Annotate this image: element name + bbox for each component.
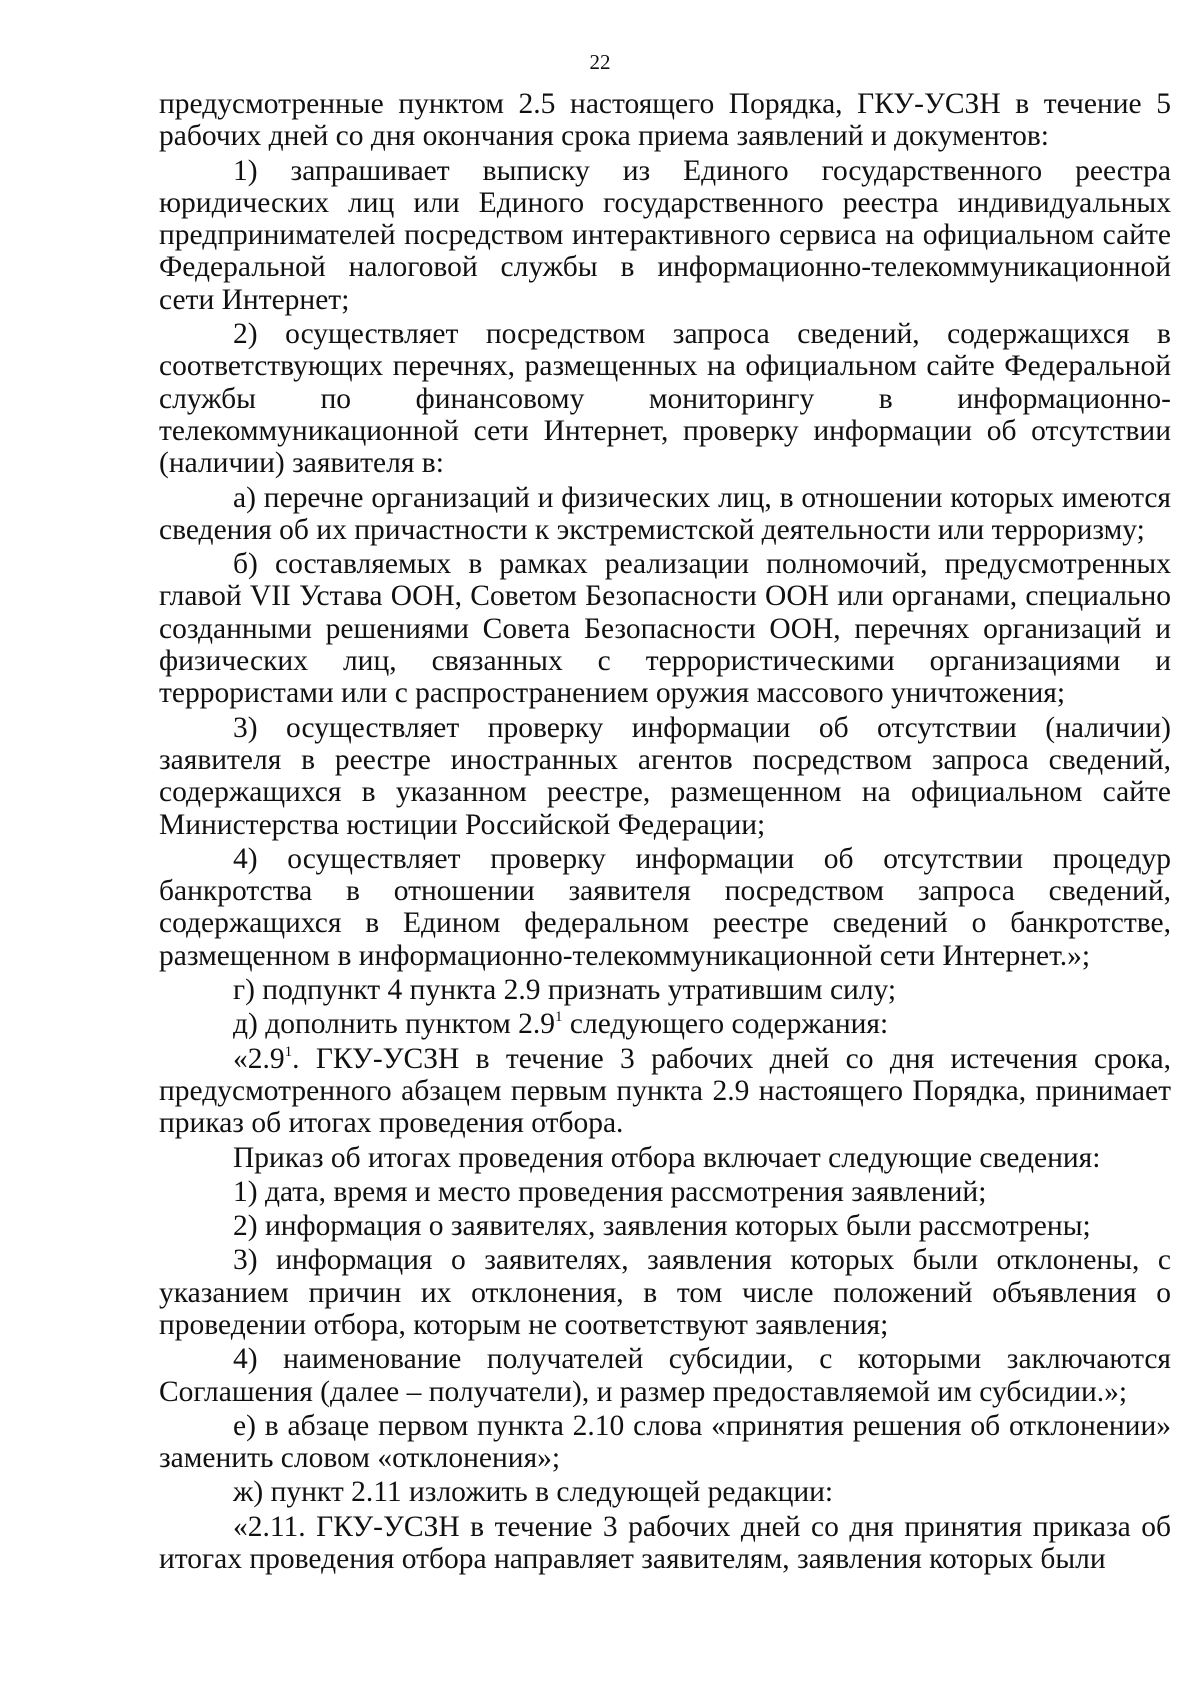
superscript-marker: 1: [555, 1009, 563, 1026]
paragraph-order-item-1: 1) дата, время и место проведения рассмотрения заявлений;: [233, 1175, 987, 1208]
superscript-marker: 1: [284, 1043, 293, 1060]
paragraph-item-d-text: д) дополнить пунктом 2.9: [233, 1008, 556, 1041]
paragraph-item-zh: ж) пункт 2.11 изложить в следующей редакции:: [233, 1476, 834, 1509]
paragraph-item-b: б) составляемых в рамках реализации полномочий, предусмотренных главой VII Устава ООН, Советом Безопасности ООН или органами, специально созданными решениями Совета Безопасности ООН, перечнях организаций и физических лиц, связанных с террористическими организациями и террористами или с распространением оружия массового уничтожения;: [159, 548, 1171, 710]
paragraph-order-item-3: 3) информация о заявителях, заявления которых были отклонены, с указанием причин их отклонения, в том числе положений объявления о проведении отбора, которым не соответствуют заявления;: [159, 1244, 1171, 1341]
paragraph-clause-2-9-1: [159, 1043, 1171, 1140]
paragraph-item-a: а) перечне организаций и физических лиц, в отношении которых имеются сведения об их причастности к экстремистской деятельности или терроризму;: [159, 481, 1171, 546]
paragraph-item-2: 2) осуществляет посредством запроса сведений, содержащихся в соответствующих перечнях, размещенных на официальном сайте Федеральной службы по финансовому мониторингу в информационно-телекоммуникационной сети Интернет, проверку информации об отсутствии (наличии) заявителя в:: [159, 318, 1171, 480]
document-body: [159, 88, 1171, 1575]
clause-2-9-1-number: «2.9: [233, 1042, 285, 1075]
paragraph-item-d-tail: следующего содержания:: [562, 1008, 889, 1041]
paragraph-order-item-2: 2) информация о заявителях, заявления которых были рассмотрены;: [233, 1210, 1091, 1243]
paragraph-item-3: 3) осуществляет проверку информации об отсутствии (наличии) заявителя в реестре иностранных агентов посредством запроса сведений, содержащихся в указанном реестре, размещенном на официальном сайте Министерства юстиции Российской Федерации;: [159, 711, 1171, 841]
clause-2-9-1-text: . ГКУ-УСЗН в течение 3 рабочих дней со дня истечения срока, предусмотренного абзацем первым пункта 2.9 настоящего Порядка, принимает приказ об итогах проведения отбора.: [159, 1042, 1171, 1140]
paragraph-order-contents: Приказ об итогах проведения отбора включает следующие сведения:: [233, 1141, 1101, 1174]
paragraph-intro: предусмотренные пунктом 2.5 настоящего Порядка, ГКУ-УСЗН в течение 5 рабочих дней со дня окончания срока приема заявлений и документов:: [159, 88, 1171, 153]
paragraph-clause-2-11: «2.11. ГКУ-УСЗН в течение 3 рабочих дней со дня принятия приказа об итогах проведения отбора направляет заявителям, заявления которых были: [159, 1510, 1171, 1576]
page-number: 22: [589, 50, 611, 74]
paragraph-item-d: [159, 1008, 1171, 1040]
paragraph-item-4: 4) осуществляет проверку информации об отсутствии процедур банкротства в отношении заявителя посредством запроса сведений, содержащихся в Едином федеральном реестре сведений о банкротстве, размещенном в информационно-телекоммуникационной сети Интернет.»;: [159, 842, 1171, 972]
paragraph-item-1: 1) запрашивает выписку из Единого государственного реестра юридических лиц или Единого государственного реестра индивидуальных предпринимателей посредством интерактивного сервиса на официальном сайте Федеральной налоговой службы в информационно-телекоммуникационной сети Интернет;: [159, 154, 1171, 316]
paragraph-item-g: г) подпункт 4 пункта 2.9 признать утратившим силу;: [233, 974, 897, 1007]
paragraph-item-e: е) в абзаце первом пункта 2.10 слова «принятия решения об отклонении» заменить словом «отклонения»;: [159, 1409, 1171, 1475]
paragraph-order-item-4: 4) наименование получателей субсидии, с которыми заключаются Соглашения (далее – получатели), и размер предоставляемой им субсидии.»;: [159, 1343, 1171, 1408]
